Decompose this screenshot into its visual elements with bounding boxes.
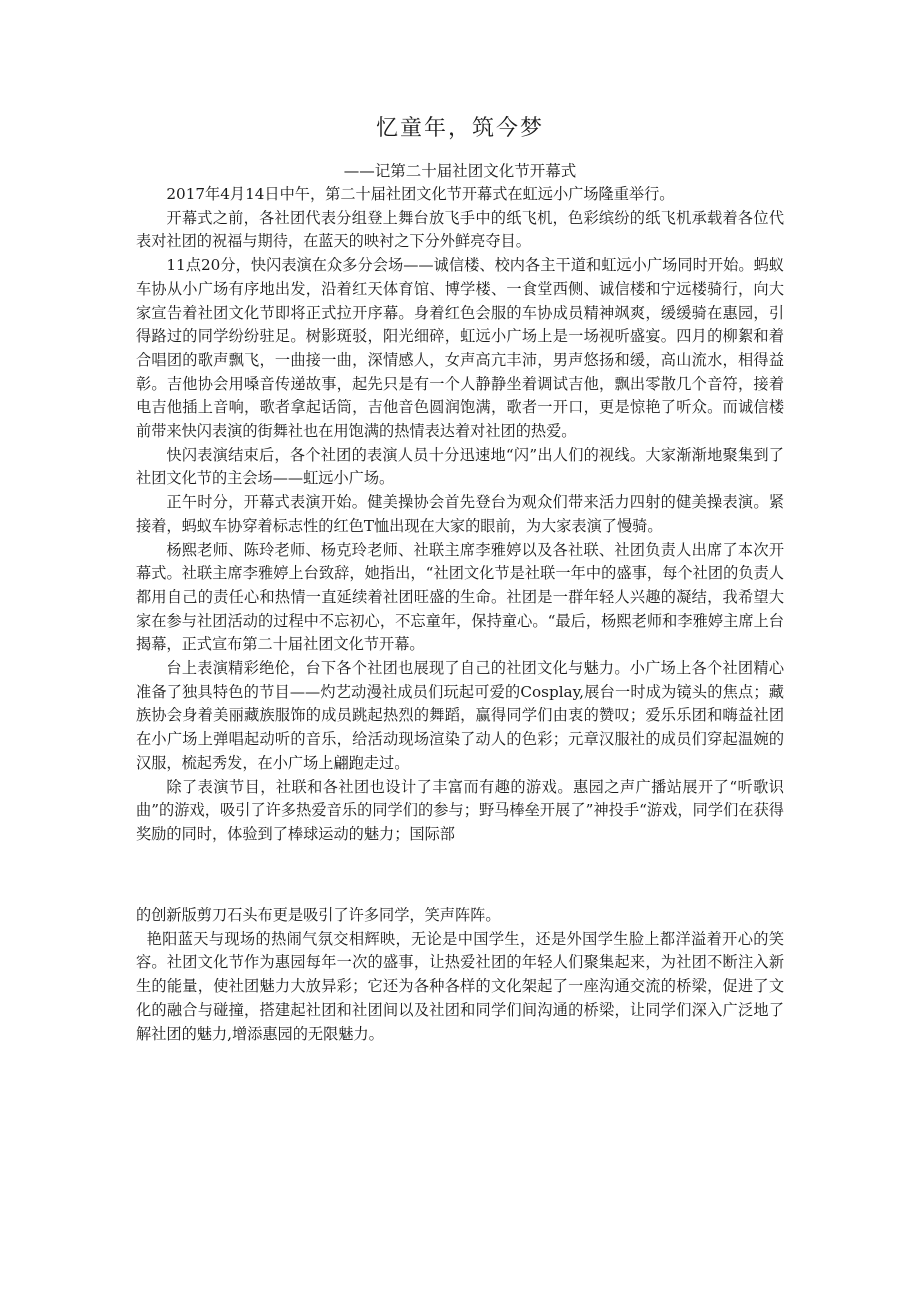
article-body-continued — [136, 904, 784, 1046]
paragraph-1: 2017年4月14日中午，第二十届社团文化节开幕式在虹远小广场隆重举行。 — [166, 185, 675, 203]
article-title: 忆童年，筑今梦 — [375, 116, 544, 141]
paragraph-8: 除了表演节目，社联和各社团也设计了丰富而有趣的游戏。惠园之声广播站展开了“听歌识曲”的游戏，吸引了许多热爱音乐的同学们的参与；野马棒垒开展了”神投手“游戏，同学们在获得奖励的同时，体验到了棒球运动的魅力；国际部 — [136, 777, 784, 843]
article-subtitle: ——记第二十届社团文化节开幕式 — [343, 162, 577, 180]
paragraph-closing: 艳阳蓝天与现场的热闹气氛交相辉映，无论是中国学生，还是外国学生脸上都洋溢着开心的笑容。社团文化节作为惠园每年一次的盛事，让热爱社团的年轻人们聚集起来，为社团不断注入新生的能量，使社团魅力大放异彩；它还为各种各样的文化架起了一座沟通交流的桥梁，促进了文化的融合与碰撞，搭建起社团和社团间以及社团和同学们间沟通的桥梁，让同学们深入广泛地了解社团的魅力,增添惠园的无限魅力。 — [136, 929, 784, 1043]
paragraph-5: 正午时分，开幕式表演开始。健美操协会首先登台为观众们带来活力四射的健美操表演。紧接着，蚂蚁车协穿着标志性的红色T恤出现在大家的眼前，为大家表演了慢骑。 — [136, 493, 784, 535]
paragraph-4: 快闪表演结束后，各个社团的表演人员十分迅速地“闪”出人们的视线。大家渐渐地聚集到了社团文化节的主会场——虹远小广场。 — [136, 445, 784, 488]
paragraph-3: 11点20分，快闪表演在众多分会场——诚信楼、校内各主干道和虹远小广场同时开始。蚂蚁车协从小广场有序地出发，沿着红天体育馆、博学楼、一食堂西侧、诚信楼和宁远楼骑行，向大家宣告着社团文化节即将正式拉开序幕。身着红色会服的车协成员精神飒爽，缓缓骑在惠园，引得路过的同学纷纷驻足。树影斑驳，阳光细碎，虹远小广场上是一场视听盛宴。四月的柳絮和着合唱团的歌声飘飞，一曲接一曲，深情感人，女声高亢丰沛，男声悠扬和缓，高山流水，相得益彰。吉他协会用嗓音传递故事，起先只是有一个人静静坐着调试吉他，飘出零散几个音符，接着电吉他插上音响，歌者拿起话筒，吉他音色圆润饱满，歌者一开口，更是惊艳了听众。而诚信楼前带来快闪表演的街舞社也在用饱满的热情表达着对社团的热爱。 — [136, 256, 784, 441]
continuation-line: 的创新版剪刀石头布更是吸引了许多同学，笑声阵阵。 — [136, 906, 501, 924]
paragraph-6: 杨熙老师、陈玲老师、杨克玲老师、社联主席李雅婷以及各社联、社团负责人出席了本次开幕式。社联主席李雅婷上台致辞，她指出，“社团文化节是社联一年中的盛事，每个社团的负责人都用自己的责任心和热情一直延续着社团旺盛的生命。社团是一群年轻人兴趣的凝结，我希望大家在参与社团活动的过程中不忘初心，不忘童年，保持童心。“最后，杨熙老师和李雅婷主席上台揭幕，正式宣布第二十届社团文化节开幕。 — [136, 540, 784, 654]
paragraph-7: 台上表演精彩绝伦，台下各个社团也展现了自己的社团文化与魅力。小广场上各个社团精心准备了独具特色的节目——灼艺动漫社成员们玩起可爱的Cosplay,展台一时成为镜头的焦点；藏族协会身着美丽藏族服饰的成员跳起热烈的舞蹈，赢得同学们由衷的赞叹；爱乐乐团和嗨益社团在小广场上弹唱起动听的音乐，给活动现场渲染了动人的色彩；元章汉服社的成员们穿起温婉的汉服，梳起秀发，在小广场上翩跑走过。 — [136, 659, 784, 772]
article-body — [136, 183, 784, 847]
paragraph-2: 开幕式之前，各社团代表分组登上舞台放飞手中的纸飞机，色彩缤纷的纸飞机承载着各位代表对社团的祝福与期待，在蓝天的映衬之下分外鲜亮夺目。 — [136, 208, 784, 251]
